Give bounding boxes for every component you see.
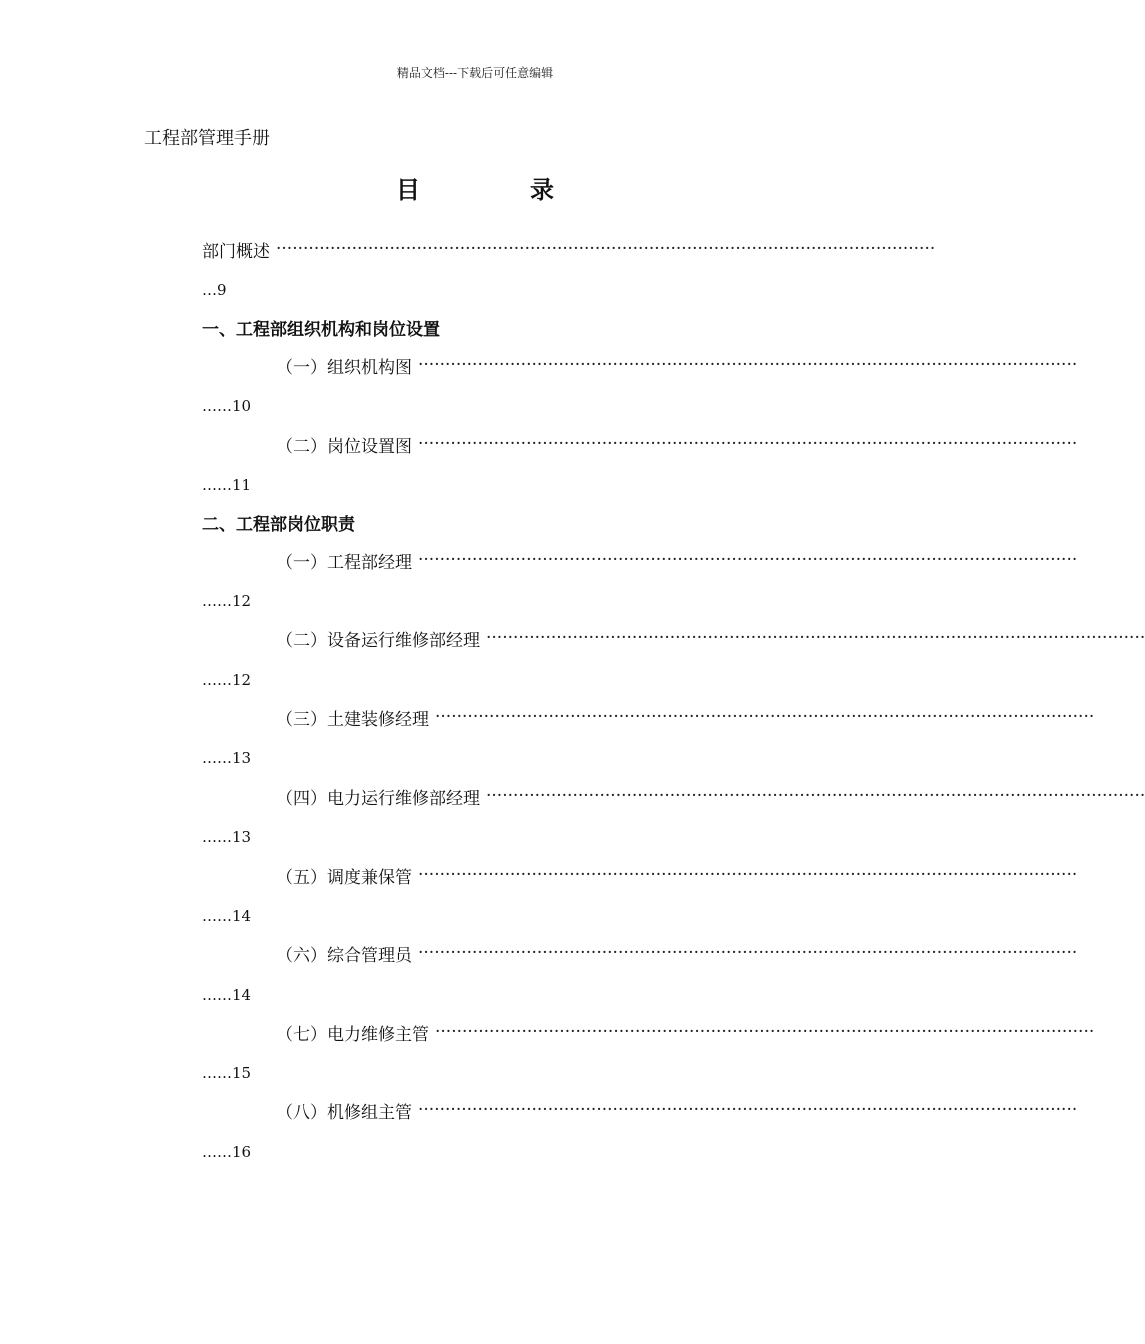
toc-entry-label: （二）岗位设置图 bbox=[276, 436, 412, 457]
toc-leader-dots: ·························································································································· bbox=[486, 786, 1145, 806]
toc-entry[interactable] bbox=[276, 1098, 1078, 1123]
toc-entry[interactable] bbox=[276, 432, 1078, 457]
toc-leader-dots: ·························································································································· bbox=[418, 550, 1078, 570]
toc-entry-label: 部门概述 bbox=[202, 241, 270, 262]
toc-entry-label: （六）综合管理员 bbox=[276, 945, 412, 966]
toc-entry[interactable] bbox=[276, 1020, 1095, 1045]
toc-entry[interactable] bbox=[276, 784, 1145, 809]
toc-heading-char-2: 录 bbox=[530, 175, 554, 204]
toc-section-label: 一、工程部组织机构和岗位设置 bbox=[202, 319, 440, 340]
toc-entry[interactable] bbox=[276, 863, 1078, 888]
toc-entry[interactable] bbox=[202, 237, 936, 262]
toc-heading-char-1: 目 bbox=[396, 175, 420, 204]
toc-section-label: 二、工程部岗位职责 bbox=[202, 514, 355, 535]
toc-leader-dots: ·························································································································· bbox=[276, 239, 936, 259]
toc-leader-dots: ·························································································································· bbox=[486, 628, 1145, 648]
toc-entry-label: （五）调度兼保管 bbox=[276, 867, 412, 888]
toc-leader-dots: ·························································································································· bbox=[418, 355, 1078, 375]
toc-entry-page: ……10 bbox=[202, 397, 252, 415]
toc-leader-dots: ·························································································································· bbox=[435, 707, 1095, 727]
toc-entry-page: …9 bbox=[202, 281, 227, 299]
toc-entry-page: ……11 bbox=[202, 476, 252, 494]
header-watermark: 精品文档---下载后可任意编辑 bbox=[396, 66, 554, 80]
toc-entry-page: ……13 bbox=[202, 749, 252, 767]
toc-leader-dots: ·························································································································· bbox=[418, 865, 1078, 885]
toc-entry-label: （八）机修组主管 bbox=[276, 1102, 412, 1123]
toc-entry-page: ……14 bbox=[202, 907, 252, 925]
toc-entry[interactable] bbox=[276, 705, 1095, 730]
toc-entry-label: （四）电力运行维修部经理 bbox=[276, 788, 480, 809]
toc-entry[interactable] bbox=[276, 353, 1078, 378]
toc-entry-label: （二）设备运行维修部经理 bbox=[276, 630, 480, 651]
toc-entry-page: ……16 bbox=[202, 1143, 252, 1161]
toc-entry-page: ……15 bbox=[202, 1064, 252, 1082]
toc-heading bbox=[0, 170, 950, 205]
document-title: 工程部管理手册 bbox=[144, 128, 270, 149]
toc-entry-label: （一）工程部经理 bbox=[276, 552, 412, 573]
toc-entry[interactable] bbox=[276, 626, 1145, 651]
toc-entry-label: （一）组织机构图 bbox=[276, 357, 412, 378]
toc-section[interactable] bbox=[202, 315, 804, 339]
toc-entry[interactable] bbox=[276, 941, 1078, 966]
toc-leader-dots: ·························································································································· bbox=[418, 434, 1078, 454]
toc-entry-page: ……14 bbox=[202, 986, 252, 1004]
toc-entry-page: ……12 bbox=[202, 592, 252, 610]
toc-entry-page: ……13 bbox=[202, 828, 252, 846]
toc-entry-label: （三）土建装修经理 bbox=[276, 709, 429, 730]
toc-leader-dots: ·························································································································· bbox=[435, 1022, 1095, 1042]
toc-section[interactable] bbox=[202, 510, 804, 534]
toc-entry[interactable] bbox=[276, 548, 1078, 573]
toc-entry-page: ……12 bbox=[202, 671, 252, 689]
toc-leader-dots: ·························································································································· bbox=[418, 943, 1078, 963]
toc-leader-dots: ·························································································································· bbox=[418, 1100, 1078, 1120]
toc-entry-label: （七）电力维修主管 bbox=[276, 1024, 429, 1045]
